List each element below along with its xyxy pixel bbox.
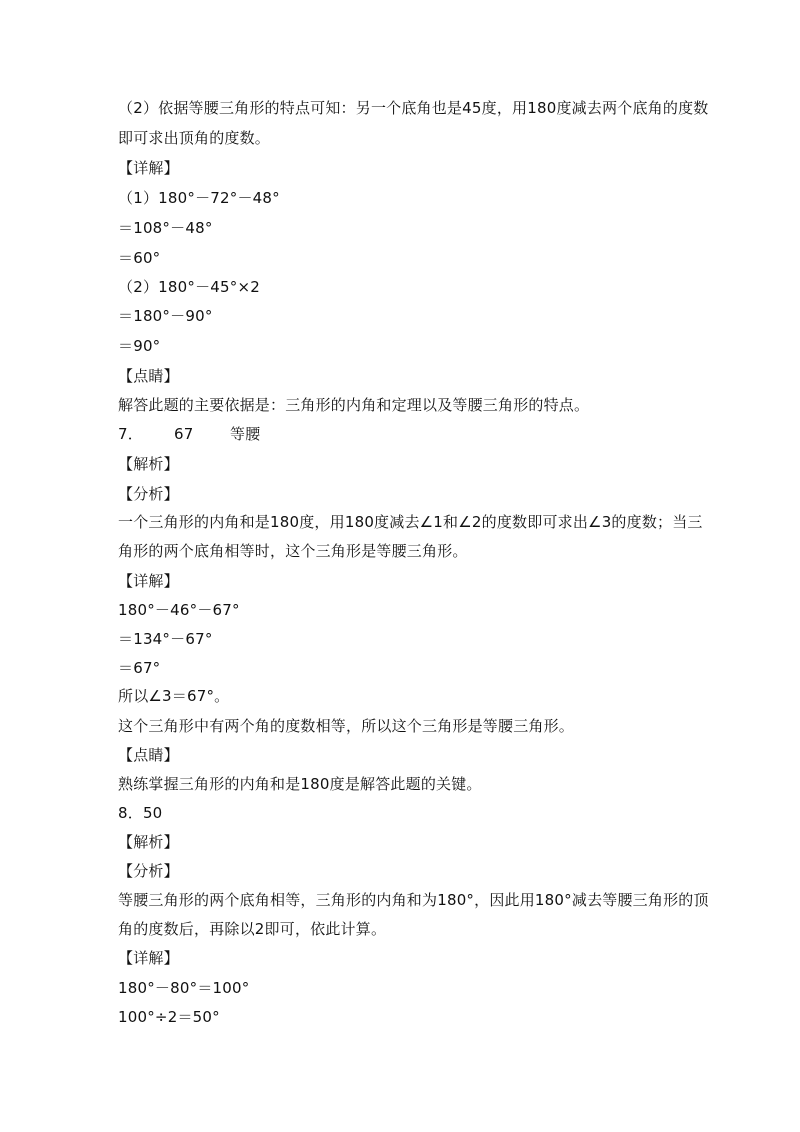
math-line: ＝108°－48° [118, 219, 213, 237]
answer-row-8: 8．50 [118, 804, 163, 822]
math-line: 180°－46°－67° [118, 601, 240, 619]
math-line: （1）180°－72°－48° [118, 189, 280, 207]
text-line: 解答此题的主要依据是：三角形的内角和定理以及等腰三角形的特点。 [118, 396, 590, 414]
section-heading-analysis: 【解析】 [118, 833, 179, 851]
text-line: 等腰三角形的两个底角相等，三角形的内角和为180°，因此用180°减去等腰三角形的顶 [118, 891, 709, 909]
text-line: 角的度数后，再除以2即可，依此计算。 [118, 920, 387, 938]
section-heading-analysis: 【解析】 [118, 455, 179, 473]
math-line: ＝134°－67° [118, 630, 213, 648]
section-heading-detail: 【详解】 [118, 949, 179, 967]
section-heading-comment: 【点睛】 [118, 746, 179, 764]
math-line: 100°÷2＝50° [118, 1008, 220, 1026]
text-line: 即可求出顶角的度数。 [118, 129, 271, 147]
text-line: （2）依据等腰三角形的特点可知：另一个底角也是45度，用180度减去两个底角的度数 [118, 99, 709, 117]
text-line: 这个三角形中有两个角的度数相等，所以这个三角形是等腰三角形。 [118, 717, 575, 735]
question-number: 7． [118, 425, 143, 443]
answer-value: 67 [174, 425, 194, 443]
section-heading-analyze: 【分析】 [118, 485, 179, 503]
section-heading-detail: 【详解】 [118, 572, 179, 590]
text-line: 一个三角形的内角和是180度，用180度减去∠1和∠2的度数即可求出∠3的度数；当三 [118, 513, 703, 531]
section-heading-comment: 【点睛】 [118, 367, 179, 385]
math-line: ＝180°－90° [118, 307, 213, 325]
answer-row-7 [118, 424, 260, 444]
math-line: 所以∠3＝67°。 [118, 687, 230, 705]
math-line: ＝67° [118, 659, 161, 677]
math-line: 180°－80°＝100° [118, 979, 250, 997]
math-line: ＝60° [118, 249, 161, 267]
math-line: （2）180°－45°×2 [118, 278, 260, 296]
section-heading-analyze: 【分析】 [118, 862, 179, 880]
text-line: 熟练掌握三角形的内角和是180度是解答此题的关键。 [118, 775, 482, 793]
math-line: ＝90° [118, 337, 161, 355]
answer-type: 等腰 [230, 425, 261, 443]
text-line: 角形的两个底角相等时，这个三角形是等腰三角形。 [118, 542, 468, 560]
section-heading-detail: 【详解】 [118, 159, 179, 177]
